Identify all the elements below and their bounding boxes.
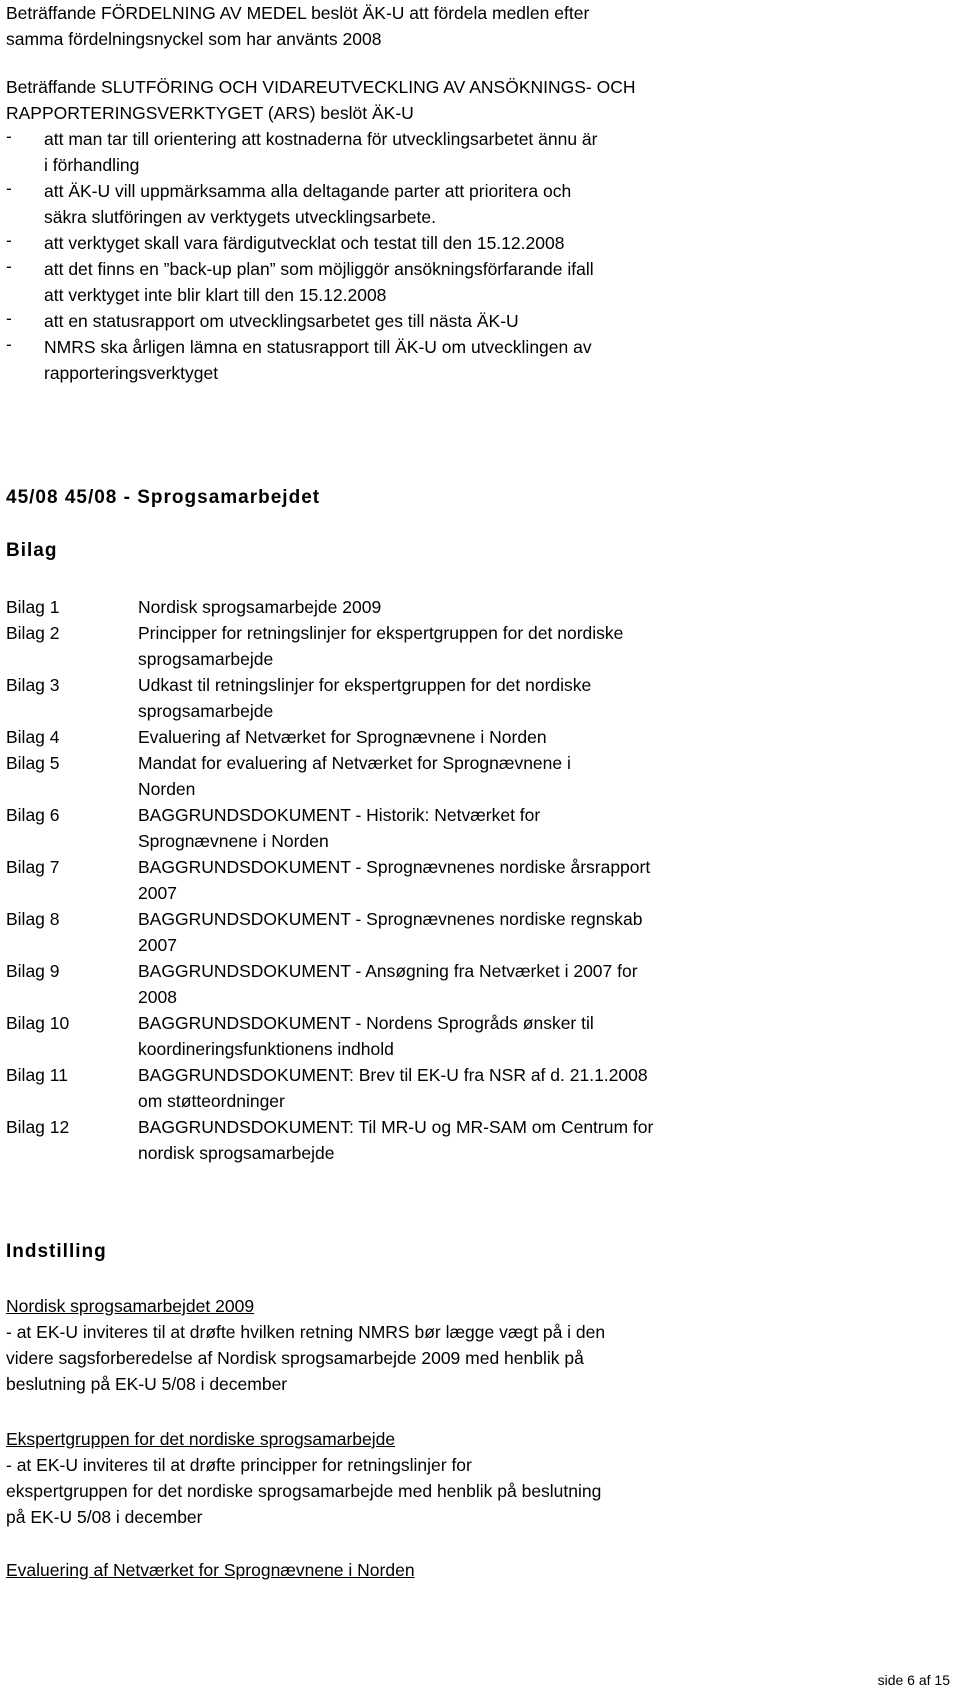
text-line: beslutning på EK-U 5/08 i december — [6, 1374, 288, 1394]
list-item — [6, 126, 946, 178]
text-line: samma fördelningsnyckel som har använts 2008 — [6, 29, 382, 49]
attachment-text: koordineringsfunktionens indhold — [138, 1039, 394, 1059]
attachment-row — [6, 594, 946, 620]
attachment-text: sprogsamarbejde — [138, 649, 274, 669]
attachment-text: om støtteordninger — [138, 1091, 285, 1111]
attachment-label: Bilag 3 — [6, 675, 60, 695]
attachment-text: Nordisk sprogsamarbejde 2009 — [138, 597, 382, 617]
text-line: i förhandling — [44, 155, 140, 175]
attachment-text: nordisk sprogsamarbejde — [138, 1143, 335, 1163]
text-line: rapporteringsverktyget — [44, 363, 219, 383]
text-line: NMRS ska årligen lämna en statusrapport till ÄK-U om utvecklingen av — [44, 337, 592, 357]
text-line: - at EK-U inviteres til at drøfte hvilken retning NMRS bør lægge vægt på i den — [6, 1322, 606, 1342]
text-line: att ÄK-U vill uppmärksamma alla deltagande parter att prioritera och — [44, 181, 572, 201]
attachment-text: Principper for retningslinjer for ekspertgruppen for det nordiske — [138, 623, 624, 643]
attachment-text: 2008 — [138, 987, 177, 1007]
recommendation-title: Evaluering af Netværket for Sprognævnene i Norden — [6, 1560, 415, 1580]
recommendation-title: Ekspertgruppen for det nordiske sprogsamarbejde — [6, 1429, 396, 1449]
list-dash: - — [6, 256, 12, 276]
section-title: 45/08 45/08 - Sprogsamarbejdet — [6, 487, 321, 508]
attachment-text: BAGGRUNDSDOKUMENT - Ansøgning fra Netværket i 2007 for — [138, 961, 638, 981]
attachment-row — [6, 1114, 946, 1166]
attachment-label: Bilag 10 — [6, 1013, 70, 1033]
attachment-text: sprogsamarbejde — [138, 701, 274, 721]
text-line: att det finns en ”back-up plan” som möjliggör ansökningsförfarande ifall — [44, 259, 594, 279]
attachment-label: Bilag 8 — [6, 909, 60, 929]
attachment-text: Norden — [138, 779, 196, 799]
attachment-row — [6, 802, 946, 854]
text-line: på EK-U 5/08 i december — [6, 1507, 203, 1527]
text-line: att en statusrapport om utvecklingsarbetet ges till nästa ÄK-U — [44, 311, 519, 331]
attachment-text: BAGGRUNDSDOKUMENT: Til MR-U og MR-SAM om Centrum for — [138, 1117, 654, 1137]
recommendation-block — [6, 1426, 946, 1530]
recommendation-block — [6, 1293, 946, 1397]
attachment-text: Sprognævnene i Norden — [138, 831, 329, 851]
attachment-row — [6, 724, 946, 750]
attachment-label: Bilag 6 — [6, 805, 60, 825]
list-dash: - — [6, 178, 12, 198]
slutforing-paragraph — [6, 74, 946, 386]
attachment-row — [6, 854, 946, 906]
attachment-label: Bilag 11 — [6, 1065, 68, 1085]
attachment-row — [6, 672, 946, 724]
attachment-row — [6, 1062, 946, 1114]
attachment-row — [6, 906, 946, 958]
list-item — [6, 256, 946, 308]
list-item — [6, 334, 946, 386]
attachment-text: Evaluering af Netværket for Sprognævnene i Norden — [138, 727, 547, 747]
indstilling-heading: Indstilling — [6, 1241, 107, 1262]
text-line: Beträffande FÖRDELNING AV MEDEL beslöt ÄK-U att fördela medlen efter — [6, 3, 590, 23]
attachment-label: Bilag 12 — [6, 1117, 70, 1137]
attachment-text: BAGGRUNDSDOKUMENT - Sprognævnenes nordiske regnskab — [138, 909, 643, 929]
list-dash: - — [6, 334, 12, 354]
text-line: säkra slutföringen av verktygets utvecklingsarbete. — [44, 207, 436, 227]
attachment-text: BAGGRUNDSDOKUMENT - Historik: Netværket for — [138, 805, 541, 825]
recommendation-title: Nordisk sprogsamarbejdet 2009 — [6, 1296, 255, 1316]
attachment-label: Bilag 5 — [6, 753, 60, 773]
attachment-row — [6, 620, 946, 672]
list-item — [6, 230, 946, 256]
attachment-label: Bilag 9 — [6, 961, 60, 981]
attachment-text: BAGGRUNDSDOKUMENT: Brev til EK-U fra NSR af d. 21.1.2008 — [138, 1065, 648, 1085]
attachment-label: Bilag 1 — [6, 597, 60, 617]
bilag-heading: Bilag — [6, 540, 58, 561]
text-line: ekspertgruppen for det nordiske sprogsamarbejde med henblik på beslutning — [6, 1481, 602, 1501]
attachment-text: 2007 — [138, 935, 177, 955]
attachment-text: Udkast til retningslinjer for ekspertgruppen for det nordiske — [138, 675, 592, 695]
attachment-text: 2007 — [138, 883, 177, 903]
attachment-text: Mandat for evaluering af Netværket for Sprognævnene i — [138, 753, 571, 773]
text-line: Beträffande SLUTFÖRING OCH VIDAREUTVECKLING AV ANSÖKNINGS- OCH — [6, 77, 636, 97]
attachment-row — [6, 750, 946, 802]
page-number: side 6 af 15 — [877, 1672, 950, 1688]
fordelning-paragraph — [6, 0, 589, 52]
text-line: att verktyget skall vara färdigutvecklat och testat till den 15.12.2008 — [44, 233, 565, 253]
text-line: - at EK-U inviteres til at drøfte principper for retningslinjer for — [6, 1455, 472, 1475]
attachment-label: Bilag 7 — [6, 857, 60, 877]
attachment-label: Bilag 4 — [6, 727, 60, 747]
attachment-text: BAGGRUNDSDOKUMENT - Nordens Sprogråds ønsker til — [138, 1013, 594, 1033]
attachment-row — [6, 958, 946, 1010]
recommendation-block — [6, 1557, 946, 1583]
attachment-row — [6, 1010, 946, 1062]
text-line: videre sagsforberedelse af Nordisk sprogsamarbejde 2009 med henblik på — [6, 1348, 584, 1368]
list-item — [6, 178, 946, 230]
text-line: att verktyget inte blir klart till den 15.12.2008 — [44, 285, 387, 305]
list-dash: - — [6, 230, 12, 250]
list-dash: - — [6, 308, 12, 328]
list-item — [6, 308, 946, 334]
attachment-label: Bilag 2 — [6, 623, 60, 643]
list-dash: - — [6, 126, 12, 146]
text-line: att man tar till orientering att kostnaderna för utvecklingsarbetet ännu är — [44, 129, 598, 149]
attachment-list — [6, 594, 946, 1166]
text-line: RAPPORTERINGSVERKTYGET (ARS) beslöt ÄK-U — [6, 103, 414, 123]
attachment-text: BAGGRUNDSDOKUMENT - Sprognævnenes nordiske årsrapport — [138, 857, 651, 877]
